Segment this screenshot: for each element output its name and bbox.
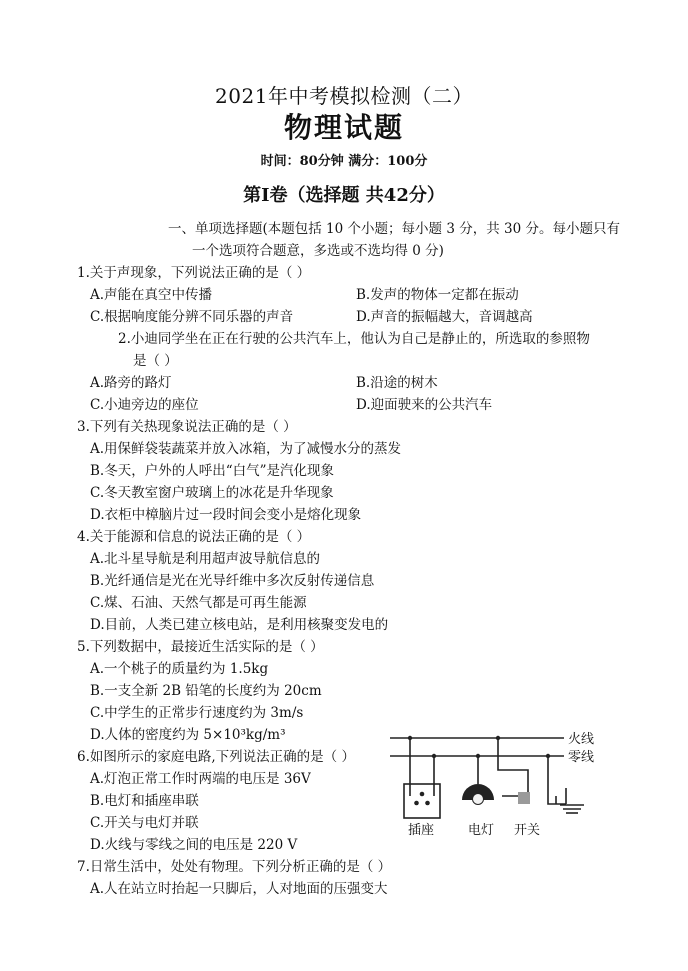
question-stem: 4.关于能源和信息的说法正确的是（ ） [77,529,311,545]
option-a: A.北斗星导航是利用超声波导航信息的 [90,551,321,567]
question-stem: 3.下列有关热现象说法正确的是（ ） [77,419,297,435]
option-b: B.发声的物体一定都在振动 [356,287,519,303]
exam-subtitle: 2021年中考模拟检测（二） [215,84,473,108]
option-a: A.用保鲜袋装蔬菜并放入冰箱，为了减慢水分的蒸发 [90,441,402,457]
option-c: C.煤、石油、天然气都是可再生能源 [90,595,307,611]
neutral-wire-label: 零线 [568,750,595,765]
instructions-line-2: 一个选项符合题意，多选或不选均得 0 分) [192,243,444,259]
option-b: B.冬天，户外的人呼出“白气”是汽化现象 [90,463,335,479]
option-a: A.灯泡正常工作时两端的电压是 36V [90,771,311,787]
option-b: B.光纤通信是光在光导纤维中多次反射传递信息 [90,573,375,589]
option-c: C.冬天教室窗户玻璃上的冰花是升华现象 [90,485,334,501]
lamp-label: 电灯 [468,823,495,838]
question-stem: 1.关于声现象，下列说法正确的是（ ） [77,265,311,281]
question-stem: 5.下列数据中，最接近生活实际的是（ ） [77,639,324,655]
section-heading: 第Ⅰ卷（选择题 共42分） [243,185,445,206]
option-d: D.火线与零线之间的电压是 220 V [90,837,298,853]
question-stem: 6.如图所示的家庭电路,下列说法正确的是（ ） [77,749,355,765]
option-c: C.根据响度能分辨不同乐器的声音 [90,309,294,325]
instructions-line-1: 一、单项选择题(本题包括 10 个小题；每小题 3 分，共 30 分。每小题只有 [168,221,620,237]
option-b: B.沿途的树木 [356,375,438,391]
option-c: C.小迪旁边的座位 [90,397,199,413]
question-stem-continued: 是（ ） [133,353,178,369]
option-d: D.迎面驶来的公共汽车 [356,397,493,413]
question-stem: 2.小迪同学坐在正在行驶的公共汽车上，他认为自己是静止的，所选取的参照物 [118,331,590,347]
option-a: A.声能在真空中传播 [90,287,213,303]
lamp-icon [462,782,494,805]
live-wire-label: 火线 [568,732,595,747]
option-c: C.中学生的正常步行速度约为 3m/s [90,705,304,721]
option-a: A.一个桃子的质量约为 1.5kg [90,661,269,677]
socket-icon [414,792,430,806]
question-stem: 7.日常生活中，处处有物理。下列分析正确的是（ ） [77,859,392,875]
switch-label: 开关 [514,823,541,838]
socket-label: 插座 [408,823,435,838]
exam-meta: 时间：80分钟 满分：100分 [260,154,428,169]
option-c: C.开关与电灯并联 [90,815,199,831]
switch-icon [518,792,530,804]
option-a: A.路旁的路灯 [90,375,172,391]
option-d: D.衣柜中樟脑片过一段时间会变小是熔化现象 [90,507,362,523]
option-d: D.目前，人类已建立核电站，是利用核聚变发电的 [90,617,389,633]
exam-title: 物理试题 [283,111,404,144]
option-b: B.一支全新 2B 铅笔的长度约为 20cm [90,683,322,699]
option-d: D.人体的密度约为 5×10³kg/m³ [90,727,286,743]
option-b: B.电灯和插座串联 [90,793,199,809]
option-a: A.人在站立时抬起一只脚后，人对地面的压强变大 [90,881,388,897]
household-circuit-diagram [388,726,613,840]
option-d: D.声音的振幅越大，音调越高 [356,309,533,325]
